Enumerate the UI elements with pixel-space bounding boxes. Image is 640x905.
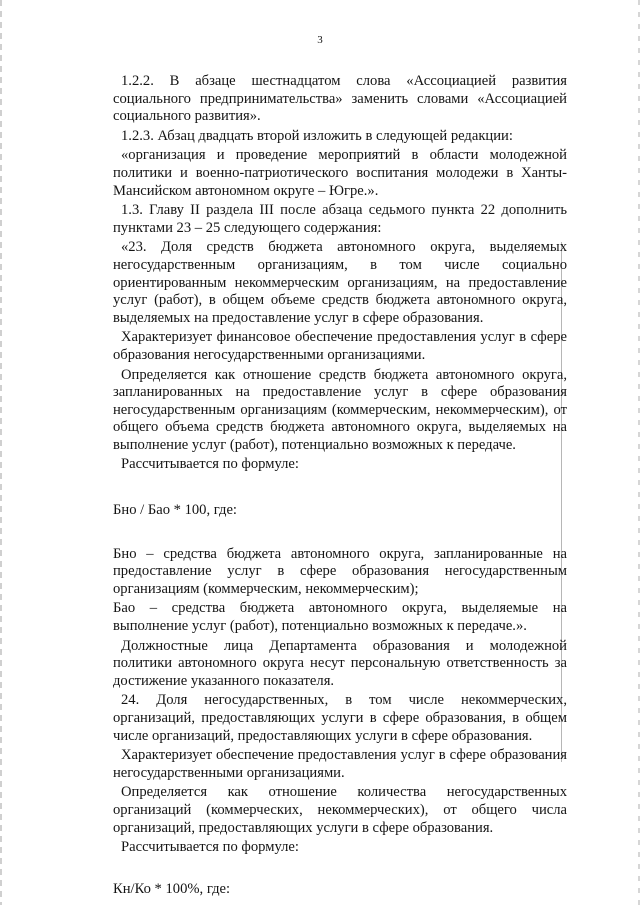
paragraph-characterizes-2: Характеризует обеспечение предоставления услуг в сфере образования негосударственными организациями.: [113, 747, 567, 781]
spacer: [113, 859, 567, 881]
paragraph-1-3: 1.3. Главу II раздела III после абзаца седьмого пункта 22 дополнить пунктами 23 – 25 следующего содержания:: [113, 202, 567, 236]
paragraph-quote-organization: «организация и проведение мероприятий в области молодежной политики и военно-патриотического воспитания молодежи в Ханты-Мансийском автономном округе – Югре.».: [113, 147, 567, 199]
page-number: 3: [317, 34, 323, 46]
spacer: [113, 520, 567, 546]
paragraph-1-2-2: 1.2.2. В абзаце шестнадцатом слова «Ассоциацией развития социального предпринимательства» заменить словами «Ассоциацией социального развития».: [113, 73, 567, 125]
paragraph-item-24: 24. Доля негосударственных, в том числе некоммерческих, организаций, предоставляющих услуги в сфере образования, в общем числе организаций, предоставляющих услуги в сфере образования.: [113, 692, 567, 744]
paragraph-calculated-1: Рассчитывается по формуле:: [121, 456, 299, 473]
formula-2: Кн/Ко * 100%, где:: [113, 880, 231, 897]
paragraph-characterizes-1: Характеризует финансовое обеспечение предоставления услуг в сфере образования негосударственными организациями.: [113, 329, 567, 363]
document-body: [113, 73, 567, 898]
paragraph-bao-definition: Бао – средства бюджета автономного округа, выделяемые на выполнение услуг (работ), потенциально возможных к передаче.».: [113, 600, 567, 635]
spacer: [113, 476, 567, 502]
paragraph-item-23: «23. Доля средств бюджета автономного округа, выделяемых негосударственным организациям, в том числе социально ориентированным некоммерческим организациям, на предоставление услуг (работ), в общем объеме средств бюджета автономного округа, выделяемых на предоставление услуг в сфере образования.: [113, 239, 567, 326]
paragraph-officials-responsibility: Должностные лица Департамента образования и молодежной политики автономного округа несут персональную ответственность за достижение указанного показателя.: [113, 637, 567, 689]
paragraph-bno-definition: Бно – средства бюджета автономного округа, запланированные на предоставление услуг в сфере образования негосударственным организациям (коммерческим, некоммерческим);: [113, 545, 567, 597]
paragraph-calculated-2: Рассчитывается по формуле:: [121, 839, 299, 856]
paragraph-1-2-3: 1.2.3. Абзац двадцать второй изложить в следующей редакции:: [121, 127, 513, 144]
formula-1: Бно / Бао * 100, где:: [113, 502, 237, 519]
paragraph-defined-2: Определяется как отношение количества негосударственных организаций (коммерческих, некоммерческих), от общего числа организаций, предоставляющих услуги в сфере образования.: [113, 784, 567, 836]
scan-left-edge: [0, 0, 2, 905]
paragraph-defined-1: Определяется как отношение средств бюджета автономного округа, запланированных на предоставление услуг в сфере образования негосударственным организациям (коммерческим, некоммерческим), от общего объема средств бюджета автономного округа, выделяемых на выполнение услуг (работ), потенциально возможных к передаче.: [113, 366, 567, 453]
